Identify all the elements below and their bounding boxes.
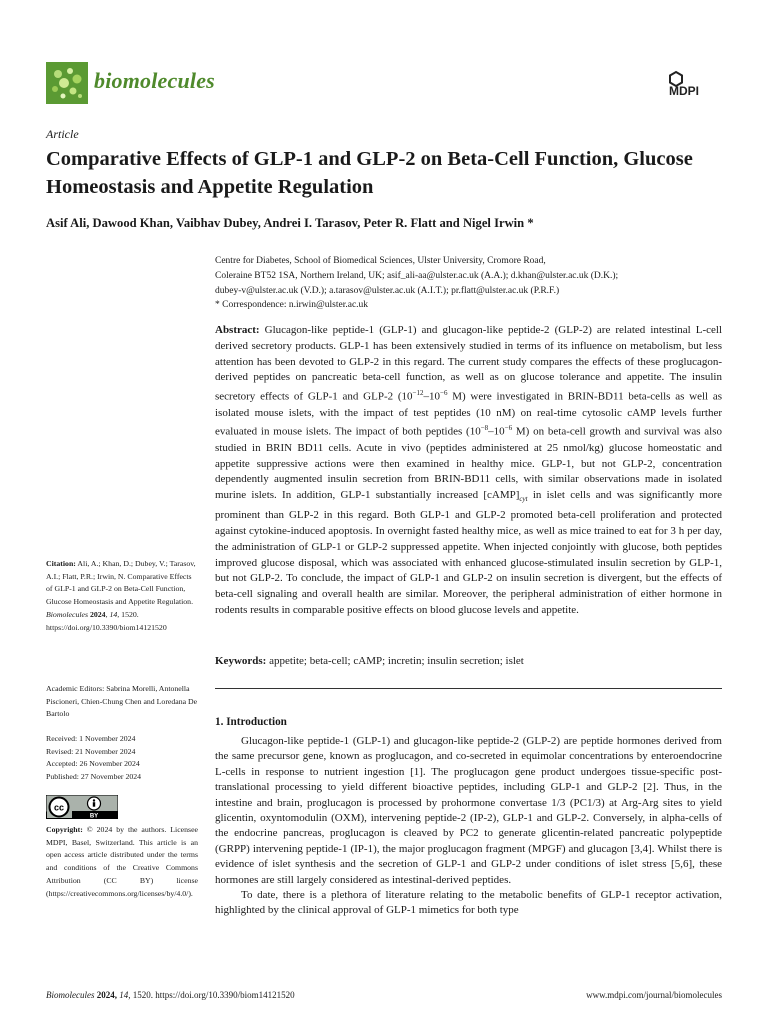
citation-journal: Biomolecules: [46, 609, 89, 619]
article-title: Comparative Effects of GLP-1 and GLP-2 on Beta-Cell Function, Glucose Homeostasis and Appetite Regulation: [46, 148, 693, 198]
affiliation-line: Coleraine BT52 1SA, Northern Ireland, UK; asif_ali-aa@ulster.ac.uk (A.A.); d.khan@ulster.ac.uk (D.K.);: [215, 270, 619, 281]
mdpi-logo-icon: [668, 70, 720, 98]
abstract-text: –10: [488, 426, 505, 439]
copyright-label: Copyright:: [46, 825, 83, 834]
paragraph: To date, there is a plethora of literature relating to the metabolic benefits of GLP-1 receptor activation, highlighted by the clinical approval of GLP-1 mimetics for both type: [215, 889, 722, 917]
academic-editors: Academic Editors: Sabrina Morelli, Antonella Piscioneri, Chien-Chung Chen and Loredana De Bartolo: [46, 684, 198, 719]
keywords: [215, 654, 722, 670]
journal-logo-icon: [46, 62, 88, 104]
received-date: Received: 1 November 2024: [46, 734, 136, 743]
cc-by-label: BY: [89, 813, 99, 819]
superscript: −6: [440, 389, 448, 398]
abstract-text: M) on beta-cell growth and survival was also studied in BRIN BD11 cells. Acute in vivo (peptides administered at 25 nmol/kg) glucose homeostatic and appetite suppressive actions were then examined in healthy mice. GLP-1, but not GLP-2, concentration dependently augmented insulin secretion from BRIN-BD11 cells, with similar observations made in isolated murine islets. In addition, GLP-1 substantially increased [cAMP]: [215, 426, 722, 502]
publication-dates: [46, 733, 198, 784]
introduction-body: [215, 734, 722, 919]
copyright-notice: [46, 824, 198, 900]
publisher-name: MDPI: [669, 84, 699, 98]
keywords-text: appetite; beta-cell; cAMP; incretin; insulin secretion; islet: [266, 655, 524, 667]
footer-journal: Biomolecules: [46, 990, 95, 1000]
superscript: −6: [504, 424, 513, 433]
accepted-date: Accepted: 26 November 2024: [46, 759, 140, 769]
citation-year: 2024: [88, 609, 106, 619]
abstract-label: Abstract:: [215, 324, 260, 336]
affiliation-line: Centre for Diabetes, School of Biomedical Sciences, Ulster University, Cromore Road,: [215, 256, 546, 266]
citation-block: [46, 558, 198, 634]
revised-date: Revised: 21 November 2024: [46, 746, 136, 756]
citation-label: Citation:: [46, 559, 76, 568]
correspondence-line: * Correspondence: n.irwin@ulster.ac.uk: [215, 300, 369, 311]
abstract-text: M) were investigated in BRIN-BD11 beta-cells as well as isolated mouse islets, with the impact of test peptides (10 nM) on real-time cytosolic cAMP levels further evaluated in mouse islets. The impact of both peptides (10: [215, 390, 722, 439]
citation-doi[interactable]: 1520. https://doi.org/10.3390/biom14121520: [46, 609, 167, 632]
abstract-text: in islet cells and was significantly more prominent than GLP-2 in this regard. Both GLP-1 and GLP-2 promoted beta-cell proliferation and protected against cytokine-induced apoptosis. In overnight fasted healthy mice, as well as mice trained to eat for 3 h per day, the administration of GLP-1 or GLP-2 suppressed appetite. When injected conjointly with glucose, both peptides improved glucose disposal, which was associated with enhanced glucose-stimulated insulin secretion by GLP-1, but not GLP-2. To conclude, the impact of GLP-1 and GLP-2 on insulin secretion is divergent, but the effects of beta-cell signaling and overall health are similar. Moreover, the peripheral administration of either hormone in rodents results in comparable positive effects on blood glucose levels and appetite.: [215, 489, 722, 617]
paragraph: Glucagon-like peptide-1 (GLP-1) and glucagon-like peptide-2 (GLP-2) are peptide hormones derived from the same precursor gene, known as proglucagon, and co-secreted in equimolar concentrations by enteroendocrine L-cells in response to nutrient ingestion [1]. The proglucagon gene product undergoes tissue-specific post-translational processing to yield different bioactive peptides, including GLP-1 and GLP-2 [2]. Thus, in the intestine and brain, proglucagon is processed by prohormone convertase 1/3 (PC1/3) at Arg-Arg sites to yield glicentin, oxyntomodulin (OXM), intervening peptide-2 (IP-2), GLP-1 and GLP-2. Conversely, in alpha-cells of the endocrine pancreas, proglucagon is cleaved by PC2 to generate glicentin-related pancreatic polypeptide (GRPP) intervening peptide-1 (IP-1), the major proglucagon fragment (MPGF) and glucagon [3,4]. Whilst there is evidence of islet synthesis and the secretion of GLP-1 and GLP-2 under conditions of islet stress [5,6], these hormones are still largely considered as intestinal-derived peptides.: [215, 735, 722, 886]
abstract-text: Glucagon-like peptide-1 (GLP-1) and glucagon-like peptide-2 (GLP-2) are related intestinal L-cell derived secretory products. GLP-1 has been extensively studied in terms of its influence on metabolism, but less attention has been devoted to GLP-2 in this regard. The current study compares the effects of these proglucagon-derived peptides on pancreatic beta-cell function, as well as on glucose tolerance and appetite. The insulin secretory effects of GLP-1 and GLP-2 (10: [215, 324, 722, 403]
footer-doi[interactable]: 1520. https://doi.org/10.3390/biom14121520: [130, 990, 295, 1000]
section-heading: 1. Introduction: [215, 716, 287, 728]
svg-text:cc: cc: [53, 802, 65, 813]
section-divider: [215, 688, 722, 689]
article-type: Article: [46, 127, 79, 141]
superscript: −8: [480, 424, 489, 433]
cc-by-license-icon[interactable]: [46, 795, 118, 819]
abstract: [215, 323, 722, 619]
subscript: cyt: [519, 495, 528, 504]
affiliation-line: dubey-v@ulster.ac.uk (V.D.); a.tarasov@ulster.ac.uk (A.I.T.); pr.flatt@ulster.ac.uk (P.R.F.): [215, 285, 560, 296]
footer-citation: [46, 990, 295, 1000]
copyright-text: © 2024 by the authors. Licensee MDPI, Basel, Switzerland. This article is an open access article distributed under the terms and conditions of the Creative Commons Attribution (CC BY) license (https://creativecommons.org/licenses/by/4.0/).: [46, 825, 198, 898]
footer-year: 2024,: [94, 990, 117, 1000]
author-list: Asif Ali, Dawood Khan, Vaibhav Dubey, Andrei I. Tarasov, Peter R. Flatt and Nigel Irwin *: [46, 216, 534, 230]
abstract-text: –10: [423, 390, 440, 403]
citation-text: Ali, A.; Khan, D.; Dubey, V.; Tarasov, A.I.; Flatt, P.R.; Irwin, N. Comparative Effects of GLP-1 and GLP-2 on Beta-Cell Function, Glucose Homeostasis and Appetite Regulation.: [46, 559, 196, 607]
affiliations: [215, 254, 735, 313]
published-date: Published: 27 November 2024: [46, 772, 142, 782]
keywords-label: Keywords:: [215, 655, 267, 667]
footer-journal-url[interactable]: www.mdpi.com/journal/biomolecules: [586, 990, 722, 1000]
superscript: −12: [412, 389, 424, 398]
footer-volume: 14,: [117, 990, 131, 1000]
citation-volume: , 14,: [105, 609, 120, 619]
journal-name: biomolecules: [94, 68, 215, 93]
